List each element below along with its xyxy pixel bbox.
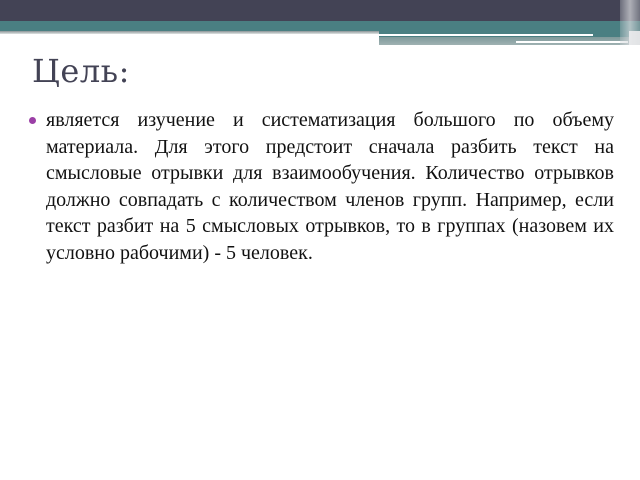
header-accent-line-1 [379,34,593,36]
header-shadow [0,31,379,34]
slide-title: Цель: [32,52,130,90]
header-teal-band [0,21,640,31]
bullet-item [26,107,614,267]
header-accent-line-2 [516,41,628,43]
bullet-dot-icon [29,117,36,124]
header-right-edge [620,0,640,45]
bullet-list [26,107,614,267]
bullet-text: является изучение и систематизация большого по объему материала. Для этого предстоит сначала разбить текст на смысловые отрывки для взаимообучения. Количество отрывков должно совпадать с количеством членов групп. Например, если текст разбит на 5 смысловых отрывков, то в группах (назовем их условно рабочими) - 5 человек. [46,109,614,264]
header-dark-band [0,0,640,21]
